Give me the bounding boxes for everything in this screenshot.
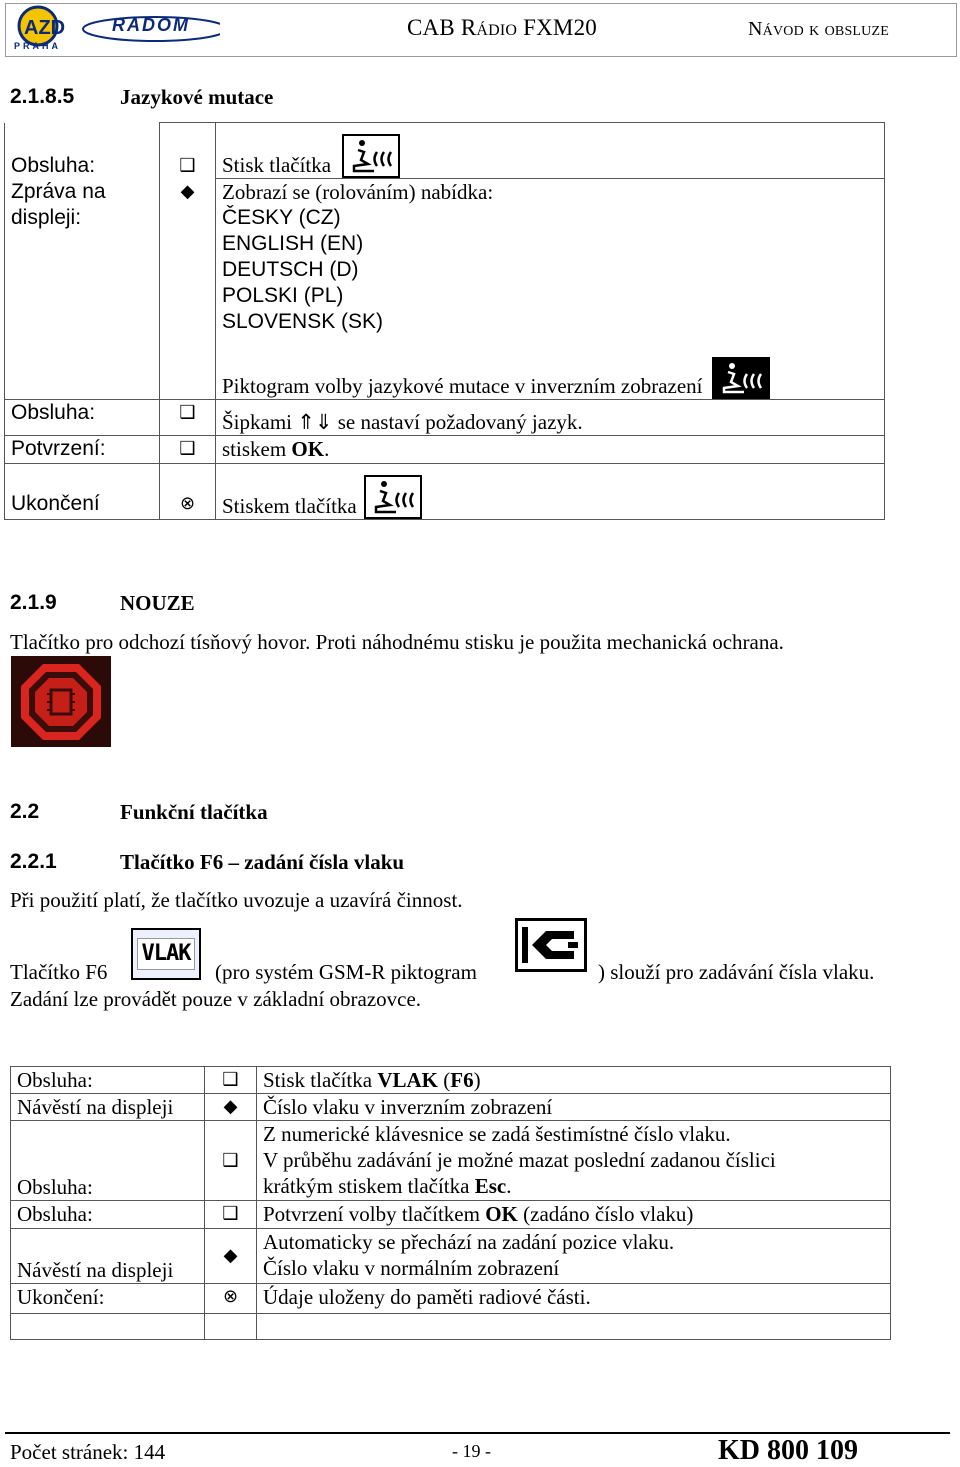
table-row bbox=[11, 1067, 891, 1094]
square-bullet-icon: ❑ bbox=[160, 400, 216, 436]
section-number-2185: 2.1.8.5 bbox=[10, 85, 75, 108]
footer-rule bbox=[5, 1432, 950, 1434]
row-text: Z numerické klávesnice se zadá šestimístné číslo vlaku. V průběhu zadávání je možné mazat poslední zadanou číslici krátkým stiskem tlačítka Esc. bbox=[257, 1121, 891, 1201]
vlak-button-icon: VLAK bbox=[131, 928, 201, 980]
row-label: Obsluha: bbox=[5, 400, 160, 436]
square-bullet-icon: ❑ bbox=[160, 123, 216, 179]
row-text: Automaticky se přechází na zadání pozice vlaku. Číslo vlaku v normálním zobrazení bbox=[257, 1229, 891, 1284]
language-table bbox=[4, 122, 885, 520]
row-label: Obsluha: bbox=[5, 123, 160, 179]
f6-text-d: Zadání lze provádět pouze v základní obrazovce. bbox=[10, 987, 422, 1011]
company-logo bbox=[10, 4, 220, 54]
table-row bbox=[5, 464, 885, 520]
gsmr-train-number-icon bbox=[515, 918, 587, 972]
table-row bbox=[11, 1094, 891, 1121]
diamond-bullet-icon: ◆ bbox=[205, 1094, 257, 1121]
circled-x-icon: ⊗ bbox=[205, 1284, 257, 1314]
doc-subtitle: Návod k obsluze bbox=[748, 18, 889, 40]
row-text: Potvrzení volby tlačítkem OK (zadáno číslo vlaku) bbox=[257, 1201, 891, 1229]
row-label: Návěstí na displeji bbox=[11, 1094, 205, 1121]
f6-text-b: (pro systém GSM-R piktogram bbox=[215, 960, 477, 984]
row-text: Šipkami ⇑⇓ se nastaví požadovaný jazyk. bbox=[216, 400, 885, 436]
section-title-22: Funkční tlačítka bbox=[120, 800, 268, 824]
table-row bbox=[11, 1284, 891, 1314]
diamond-bullet-icon: ◆ bbox=[205, 1229, 257, 1284]
table-row bbox=[11, 1201, 891, 1229]
page-number: - 19 - bbox=[452, 1441, 491, 1461]
row-label: Obsluha: bbox=[11, 1121, 205, 1201]
row-text: Číslo vlaku v inverzním zobrazení bbox=[257, 1094, 891, 1121]
table-row bbox=[5, 436, 885, 464]
row-text: Stisk tlačítka VLAK (F6) bbox=[257, 1067, 891, 1094]
section-title-219: NOUZE bbox=[120, 591, 195, 615]
row-text: Stisk tlačítka bbox=[216, 123, 885, 179]
logo-company-text: RADOM bbox=[112, 15, 190, 35]
square-bullet-icon: ❑ bbox=[205, 1201, 257, 1229]
row-text: Údaje uloženy do paměti radiové části. bbox=[257, 1284, 891, 1314]
row-label: Zpráva na displeji: bbox=[5, 179, 160, 400]
f6-intro: Při použití platí, že tlačítko uvozuje a uzavírá činnost. bbox=[10, 888, 463, 912]
row-label: Ukončení bbox=[5, 464, 160, 520]
section-number-221: 2.2.1 bbox=[10, 850, 57, 873]
f6-text-a: Tlačítko F6 bbox=[10, 960, 108, 984]
diamond-bullet-icon: ◆ bbox=[160, 179, 216, 400]
table-row bbox=[11, 1121, 891, 1201]
row-text: Stiskem tlačítka bbox=[216, 464, 885, 520]
row-text: stiskem OK. bbox=[216, 436, 885, 464]
emergency-octagon-icon bbox=[11, 656, 111, 747]
logo-city-text: PRAHA bbox=[14, 41, 62, 51]
document-code: KD 800 109 bbox=[718, 1435, 858, 1466]
circled-x-icon: ⊗ bbox=[160, 464, 216, 520]
table-row bbox=[5, 179, 885, 400]
arrows-up-down-icon: ⇑⇓ bbox=[297, 410, 333, 434]
table-row bbox=[5, 123, 885, 179]
row-label: Návěstí na displeji bbox=[11, 1229, 205, 1284]
f6-text-c: ) slouží pro zadávání čísla vlaku. bbox=[598, 960, 875, 984]
train-number-table bbox=[10, 1066, 891, 1340]
doc-title: CAB Rádio FXM20 bbox=[407, 15, 597, 40]
row-label: Potvrzení: bbox=[5, 436, 160, 464]
section-number-219: 2.1.9 bbox=[10, 591, 57, 614]
section-number-22: 2.2 bbox=[10, 800, 40, 823]
speaker-waves-icon bbox=[342, 134, 400, 178]
square-bullet-icon: ❑ bbox=[205, 1121, 257, 1201]
section-title-2185: Jazykové mutace bbox=[120, 85, 274, 109]
square-bullet-icon: ❑ bbox=[205, 1067, 257, 1094]
square-bullet-icon: ❑ bbox=[160, 436, 216, 464]
svg-text:AZD: AZD bbox=[24, 17, 66, 39]
page-count: Počet stránek: 144 bbox=[10, 1440, 166, 1464]
row-label: Obsluha: bbox=[11, 1201, 205, 1229]
nouze-description: Tlačítko pro odchozí tísňový hovor. Proti náhodnému stisku je použita mechanická ochrana. bbox=[10, 630, 784, 654]
row-label: Obsluha: bbox=[11, 1067, 205, 1094]
table-row bbox=[5, 400, 885, 436]
speaker-waves-icon bbox=[364, 475, 422, 519]
row-text: Zobrazí se (rolováním) nabídka: ČESKY (CZ) ENGLISH (EN) DEUTSCH (D) POLSKI (PL) SLOVENSK (SK) Piktogram volby jazykové mutace v inverzním zobrazení bbox=[216, 179, 885, 400]
section-title-221: Tlačítko F6 – zadání čísla vlaku bbox=[120, 850, 405, 874]
speaker-waves-inverted-icon bbox=[712, 357, 770, 399]
table-row bbox=[11, 1229, 891, 1284]
table-row bbox=[11, 1314, 891, 1340]
row-label: Ukončení: bbox=[11, 1284, 205, 1314]
